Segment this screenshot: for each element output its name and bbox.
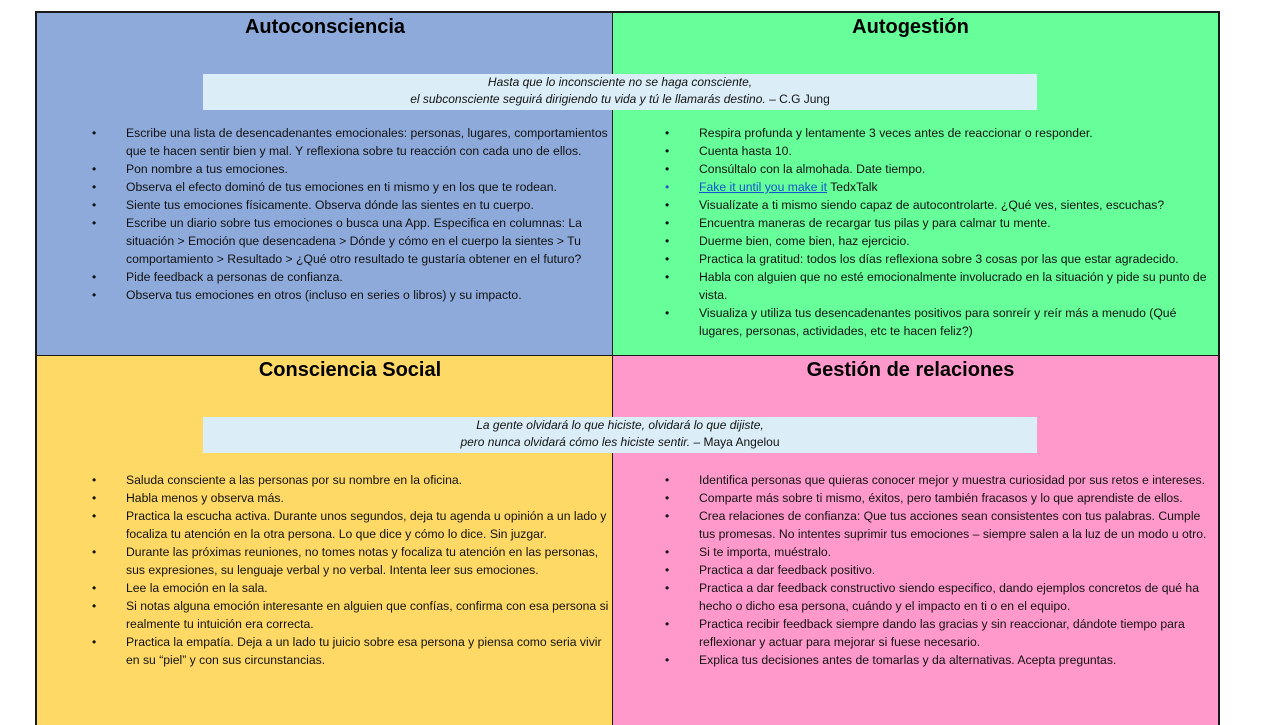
bullet: • — [665, 126, 670, 140]
list-item: • Si notas alguna emoción interesante en alguien que confías, confirma con esa persona si realmente tu intuición era correcta. — [92, 599, 609, 631]
list-item: • Practica la escucha activa. Durante unos segundos, deja tu agenda u opinión a un lado y focaliza tu atención en la otra persona. Lo que dice y cómo lo dice. Sin juzgar. — [92, 509, 607, 541]
list-item: • Practica la empatía. Deja a un lado tu juicio sobre esa persona y piensa como seria vivir en su “piel” y con sus circunstancias. — [92, 635, 602, 667]
bullet: • — [665, 216, 670, 230]
quote-bottom-line2: pero nunca olvidará cómo les hiciste sentir. — [460, 435, 691, 449]
quote-bottom-author: – Maya Angelou — [690, 435, 780, 449]
list-item: • Practica a dar feedback constructivo siendo especifico, dando ejemplos concretos de qué ha hecho o dicho esa persona, cuándo y el impacto en ti o en el equipo. — [665, 581, 1199, 613]
list-item: • Observa el efecto dominó de tus emociones en ti mismo y en los que te rodean. — [92, 180, 557, 194]
bullet: • — [665, 653, 670, 667]
bullet: • — [665, 306, 670, 320]
quote-bottom — [203, 417, 1037, 453]
bullet: • — [92, 198, 97, 212]
quote-top-line2: el subconsciente seguirá dirigiendo tu vida y tú le llamarás destino. — [410, 92, 766, 106]
tedxtalk-label: TedxTalk — [827, 180, 878, 194]
bullet: • — [92, 599, 97, 613]
list-item: • Consúltalo con la almohada. Date tiempo. — [665, 162, 926, 176]
list-item: • Pon nombre a tus emociones. — [92, 162, 288, 176]
list-item: • Comparte más sobre ti mismo, éxitos, pero también fracasos y lo que aprendiste de ellos. — [665, 491, 1183, 505]
list-item: • Si te importa, muéstralo. — [665, 545, 832, 559]
bullet: • — [92, 635, 97, 649]
list-item: • Habla menos y observa más. — [92, 491, 284, 505]
bullet: • — [665, 491, 670, 505]
bullet: • — [665, 473, 670, 487]
title-consciencia-social: Consciencia Social — [258, 359, 442, 381]
bullet: • — [92, 491, 97, 505]
list-consciencia-social — [90, 471, 610, 669]
list-item: • Habla con alguien que no esté emocionalmente involucrado en la situación y pide su punto de vista. — [665, 270, 1207, 302]
bullet: • — [92, 162, 97, 176]
list-item-link — [663, 178, 1211, 196]
bullet: • — [92, 581, 97, 595]
bullet: • — [92, 216, 97, 230]
bullet: • — [665, 252, 670, 266]
quote-bottom-line1: La gente olvidará lo que hiciste, olvidará lo que dijiste, — [476, 418, 764, 432]
list-item: • Cuenta hasta 10. — [665, 144, 792, 158]
list-item: • Crea relaciones de confianza: Que tus acciones sean consistentes con tus palabras. Cumple tus promesas. No intentes suprimir tus emociones – siempre salen a la luz de un modo u otro. — [665, 509, 1207, 541]
bullet: • — [665, 617, 670, 631]
list-item: • Practica a dar feedback positivo. — [665, 563, 876, 577]
list-item: • Pide feedback a personas de confianza. — [92, 270, 343, 284]
list-autogestion — [663, 124, 1211, 340]
list-item: • Duerme bien, come bien, haz ejercicio. — [665, 234, 910, 248]
bullet: • — [665, 180, 670, 194]
bullet: • — [665, 509, 670, 523]
title-autogestion: Autogestión — [852, 16, 969, 38]
list-item: • Escribe un diario sobre tus emociones o busca una App. Especifica en columnas: La situación > Emoción que desencadena > Dónde y cómo en el cuerpo la sientes > Tu comportamiento > Resultado > ¿Qué otro resultado te gustaría obtener en el futuro? — [92, 216, 582, 266]
bullet: • — [665, 270, 670, 284]
title-gestion-relaciones: Gestión de relaciones — [806, 359, 1015, 381]
quote-top-author: – C.G Jung — [765, 92, 830, 106]
bullet: • — [92, 288, 97, 302]
bullet: • — [92, 545, 97, 559]
list-item: • Visualiza y utiliza tus desencadenantes positivos para sonreír y reír más a menudo (Qué lugares, personas, actividades, etc te hacen feliz?) — [665, 306, 1177, 338]
list-item: • Escribe una lista de desencadenantes emocionales: personas, lugares, comportamientos que te hacen sentir bien y mal. Y reflexiona sobre tu reacción con cada uno de ellos. — [92, 126, 608, 158]
list-item: • Practica la gratitud: todos los días reflexiona sobre 3 cosas por las que estar agradecido. — [665, 252, 1179, 266]
quote-top — [203, 74, 1037, 110]
list-item: • Respira profunda y lentamente 3 veces antes de reaccionar o responder. — [665, 126, 1093, 140]
list-item: • Durante las próximas reuniones, no tomes notas y focaliza tu atención en las personas, sus expresiones, su lenguaje verbal y no verbal. Intenta leer sus emociones. — [92, 545, 599, 577]
list-item: • Encuentra maneras de recargar tus pilas y para calmar tu mente. — [665, 216, 1051, 230]
list-item: • Practica recibir feedback siempre dando las gracias y sin reaccionar, dándote tiempo para reflexionar y actuar para mejorar si fuese necesario. — [665, 617, 1185, 649]
list-item: • Saluda consciente a las personas por su nombre en la oficina. — [92, 473, 463, 487]
bullet: • — [665, 144, 670, 158]
list-item: • Visualízate a ti mismo siendo capaz de autocontrolarte. ¿Qué ves, sientes, escuchas? — [665, 198, 1165, 212]
bullet: • — [92, 126, 97, 140]
list-item: • Lee la emoción en la sala. — [92, 581, 268, 595]
fake-it-link[interactable]: Fake it until you make it — [699, 180, 828, 194]
bullet: • — [665, 198, 670, 212]
list-item: • Explica tus decisiones antes de tomarlas y da alternativas. Acepta preguntas. — [665, 653, 1117, 667]
bullet: • — [92, 473, 97, 487]
bullet: • — [665, 545, 670, 559]
list-item: • Identifica personas que quieras conocer mejor y muestra curiosidad por sus retos e intereses. — [665, 473, 1206, 487]
bullet: • — [92, 509, 97, 523]
bullet: • — [665, 162, 670, 176]
bullet: • — [665, 234, 670, 248]
quote-top-line1: Hasta que lo inconsciente no se haga consciente, — [487, 75, 753, 89]
list-autoconsciencia — [90, 124, 610, 304]
bullet: • — [665, 581, 670, 595]
bullet: • — [665, 563, 670, 577]
list-gestion-relaciones — [663, 471, 1211, 669]
title-autoconsciencia: Autoconsciencia — [244, 16, 406, 38]
list-item: • Siente tus emociones físicamente. Observa dónde las sientes en tu cuerpo. — [92, 198, 534, 212]
bullet: • — [92, 180, 97, 194]
bullet: • — [92, 270, 97, 284]
list-item: • Observa tus emociones en otros (incluso en series o libros) y su impacto. — [92, 288, 522, 302]
